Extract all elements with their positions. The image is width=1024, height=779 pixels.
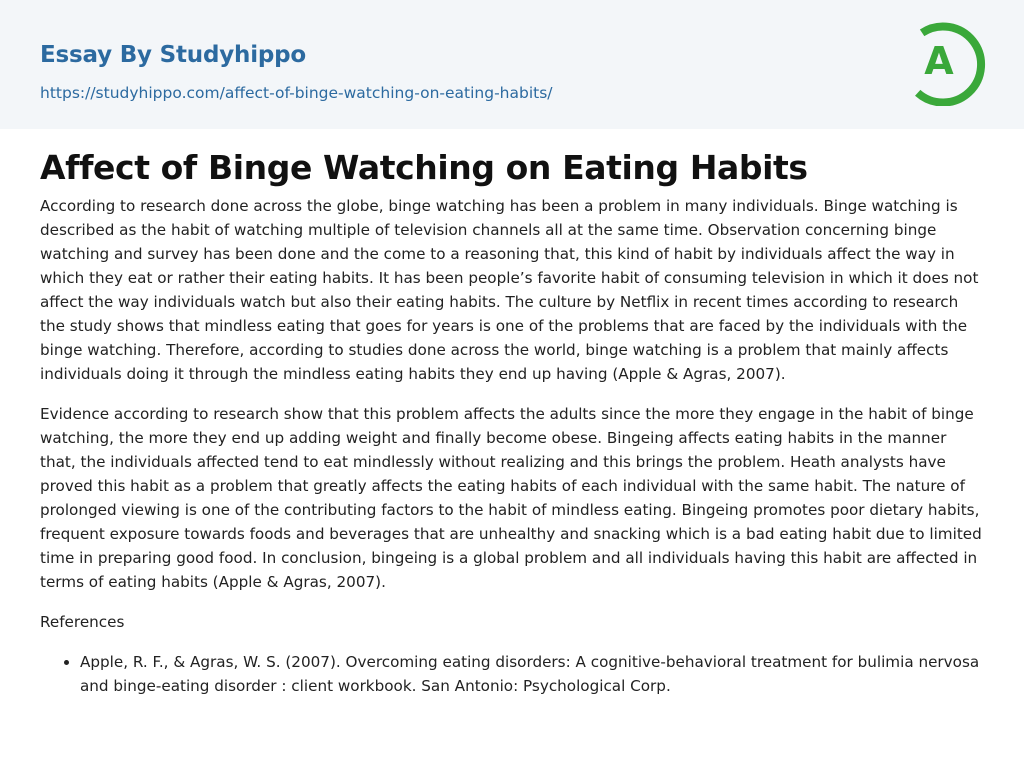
site-header: [0, 0, 1024, 129]
source-url-link[interactable]: https://studyhippo.com/affect-of-binge-watching-on-eating-habits/: [40, 84, 553, 102]
page-title: Affect of Binge Watching on Eating Habits: [40, 148, 808, 187]
studyhippo-logo-icon[interactable]: [906, 18, 992, 106]
logo-letter: A: [924, 39, 954, 83]
paragraph-1: According to research done across the globe, binge watching has been a problem in many individuals. Binge watching is described as the habit of watching multiple of television channels all at the same time. Observation concerning binge watching and survey has been done and the come to a reasoning that, this kind of habit by individuals affect the way in which they eat or rather their eating habits. It has been people’s favorite habit of consuming television in which it does not affect the way individuals watch but also their eating habits. The culture by Netflix in recent times according to research the study shows that mindless eating that goes for years is one of the problems that are faced by the individuals with the binge watching. Therefore, according to studies done across the world, binge watching is a problem that mainly affects individuals doing it through the mindless eating habits they end up having (Apple & Agras, 2007).: [40, 197, 979, 383]
article: [40, 142, 985, 698]
paragraph-2: Evidence according to research show that this problem affects the adults since the more they engage in the habit of binge watching, the more they end up adding weight and finally become obese. Bingeing affects eating habits in the manner that, the individuals affected tend to eat mindlessly without realizing and this brings the problem. Heath analysts have proved this habit as a problem that greatly affects the eating habits of each individual with the same habit. The nature of prolonged viewing is one of the contributing factors to the habit of mindless eating. Bingeing promotes poor dietary habits, frequent exposure towards foods and beverages that are unhealthy and snacking which is a bad eating habit due to limited time in preparing good food. In conclusion, bingeing is a global problem and all individuals having this habit are affected in terms of eating habits (Apple & Agras, 2007).: [40, 405, 982, 591]
reference-item: • Apple, R. F., & Agras, W. S. (2007). Overcoming eating disorders: A cognitive-behavioral treatment for bulimia nervosa and binge-eating disorder : client workbook. San Antonio: Psychological Corp.: [80, 650, 985, 698]
references-heading: References: [40, 613, 125, 631]
brand-title: Essay By Studyhippo: [40, 42, 307, 68]
references-list: [40, 650, 985, 698]
